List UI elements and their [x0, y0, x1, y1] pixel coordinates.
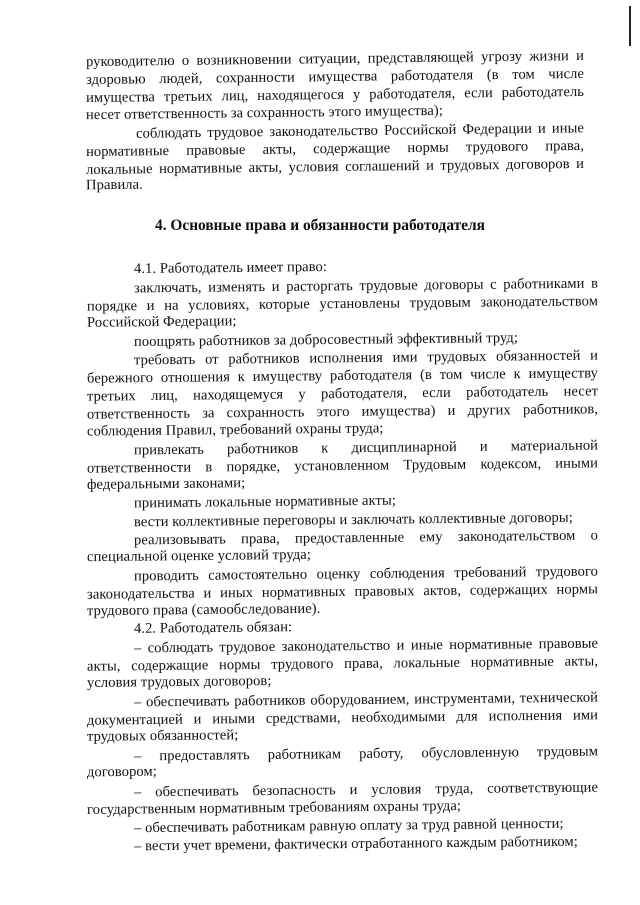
- text-line: принимать локальные нормативные акты;: [133, 492, 396, 512]
- text-line: – соблюдать трудовое законодательство и иные нормативные правовые: [133, 635, 599, 657]
- text-line: здоровью людей, сохранности имущества работодателя (в том числе: [85, 65, 585, 89]
- text-line: – предоставлять работникам работу, обусловленную трудовым: [133, 743, 599, 765]
- text-line: специальной оценке условий труда;: [86, 546, 311, 566]
- text-line: локальные нормативные акты, условия соглашений и трудовых договоров и: [85, 155, 585, 179]
- text-line: акты, содержащие нормы трудового права, локальные нормативные акты,: [86, 653, 599, 675]
- text-line: соблюдения Правил, требований охраны труда;: [86, 420, 384, 440]
- text-line: реализовывать права, предоставленные ему законодательством о: [133, 527, 599, 549]
- text-line: трудового права (самообследование).: [86, 600, 321, 620]
- text-line: несет ответственность за сохранность этого имущества);: [85, 102, 443, 124]
- text-line: требовать от работников исполнения ими трудовых обязанностей и: [133, 347, 599, 369]
- text-line: – обеспечивать работникам равную оплату за труд равной ценности;: [133, 815, 564, 837]
- text-line: поощрять работников за добросовестный эффективный труд;: [133, 329, 519, 351]
- text-line: – обеспечивать работников оборудованием, инструментами, технической: [133, 689, 599, 711]
- text-line: документацией и иными средствами, необходимыми для исполнения ими: [86, 707, 599, 729]
- text-line: третьих лиц, находящемуся у работодателя, если работодатель несет: [86, 383, 599, 405]
- text-line: проводить самостоятельно оценку соблюдения требований трудового: [133, 563, 599, 585]
- text-line: – обеспечивать безопасность и условия труда, соответствующие: [133, 779, 599, 801]
- text-line: государственным нормативным требованиям охраны труда;: [86, 798, 462, 818]
- text-line: порядке и на условиях, которые установлены трудовым законодательством: [86, 293, 599, 315]
- section-heading: 4. Основные права и обязанности работодателя: [155, 217, 485, 234]
- text-line: заключать, изменять и расторгать трудовые договоры с работниками в: [133, 275, 599, 297]
- text-line: 4.2. Работодатель обязан:: [133, 619, 293, 637]
- text-line: условия трудовых договоров;: [86, 673, 272, 691]
- text-line: 4.1. Работодатель имеет право:: [133, 258, 328, 278]
- text-line: руководителю о возникновении ситуации, представляющей угрозу жизни и: [85, 47, 585, 71]
- text-line: договором;: [86, 763, 157, 781]
- text-line: трудовых обязанностей;: [86, 727, 239, 745]
- text-line: Правила.: [85, 176, 143, 194]
- text-line: вести коллективные переговоры и заключать коллективные договоры;: [133, 509, 573, 531]
- text-line: законодательства и иных нормативных правовых актов, содержащих нормы: [86, 581, 599, 603]
- text-line: нормативные правовые акты, содержащие нормы трудового права,: [85, 137, 585, 161]
- text-line: бережного отношения к имуществу работодателя (в том числе к имуществу: [86, 365, 599, 387]
- text-line: Российской Федерации;: [86, 313, 237, 331]
- text-line: – вести учет времени, фактически отработанного каждым работником;: [133, 833, 578, 855]
- text-line: соблюдать трудовое законодательство Российской Федерации и иные: [135, 120, 585, 142]
- text-line: имущества третьих лиц, находящегося у работодателя, если работодатель: [85, 83, 585, 107]
- text-line: федеральными законами;: [86, 475, 246, 493]
- margin-mark: [629, 6, 631, 46]
- text-line: ответственность за сохранность этого имущества) и других работников,: [86, 401, 599, 423]
- text-line: ответственности в порядке, установленном Трудовым кодексом, иными: [86, 455, 599, 477]
- text-line: привлекать работников к дисциплинарной и материальной: [133, 437, 599, 459]
